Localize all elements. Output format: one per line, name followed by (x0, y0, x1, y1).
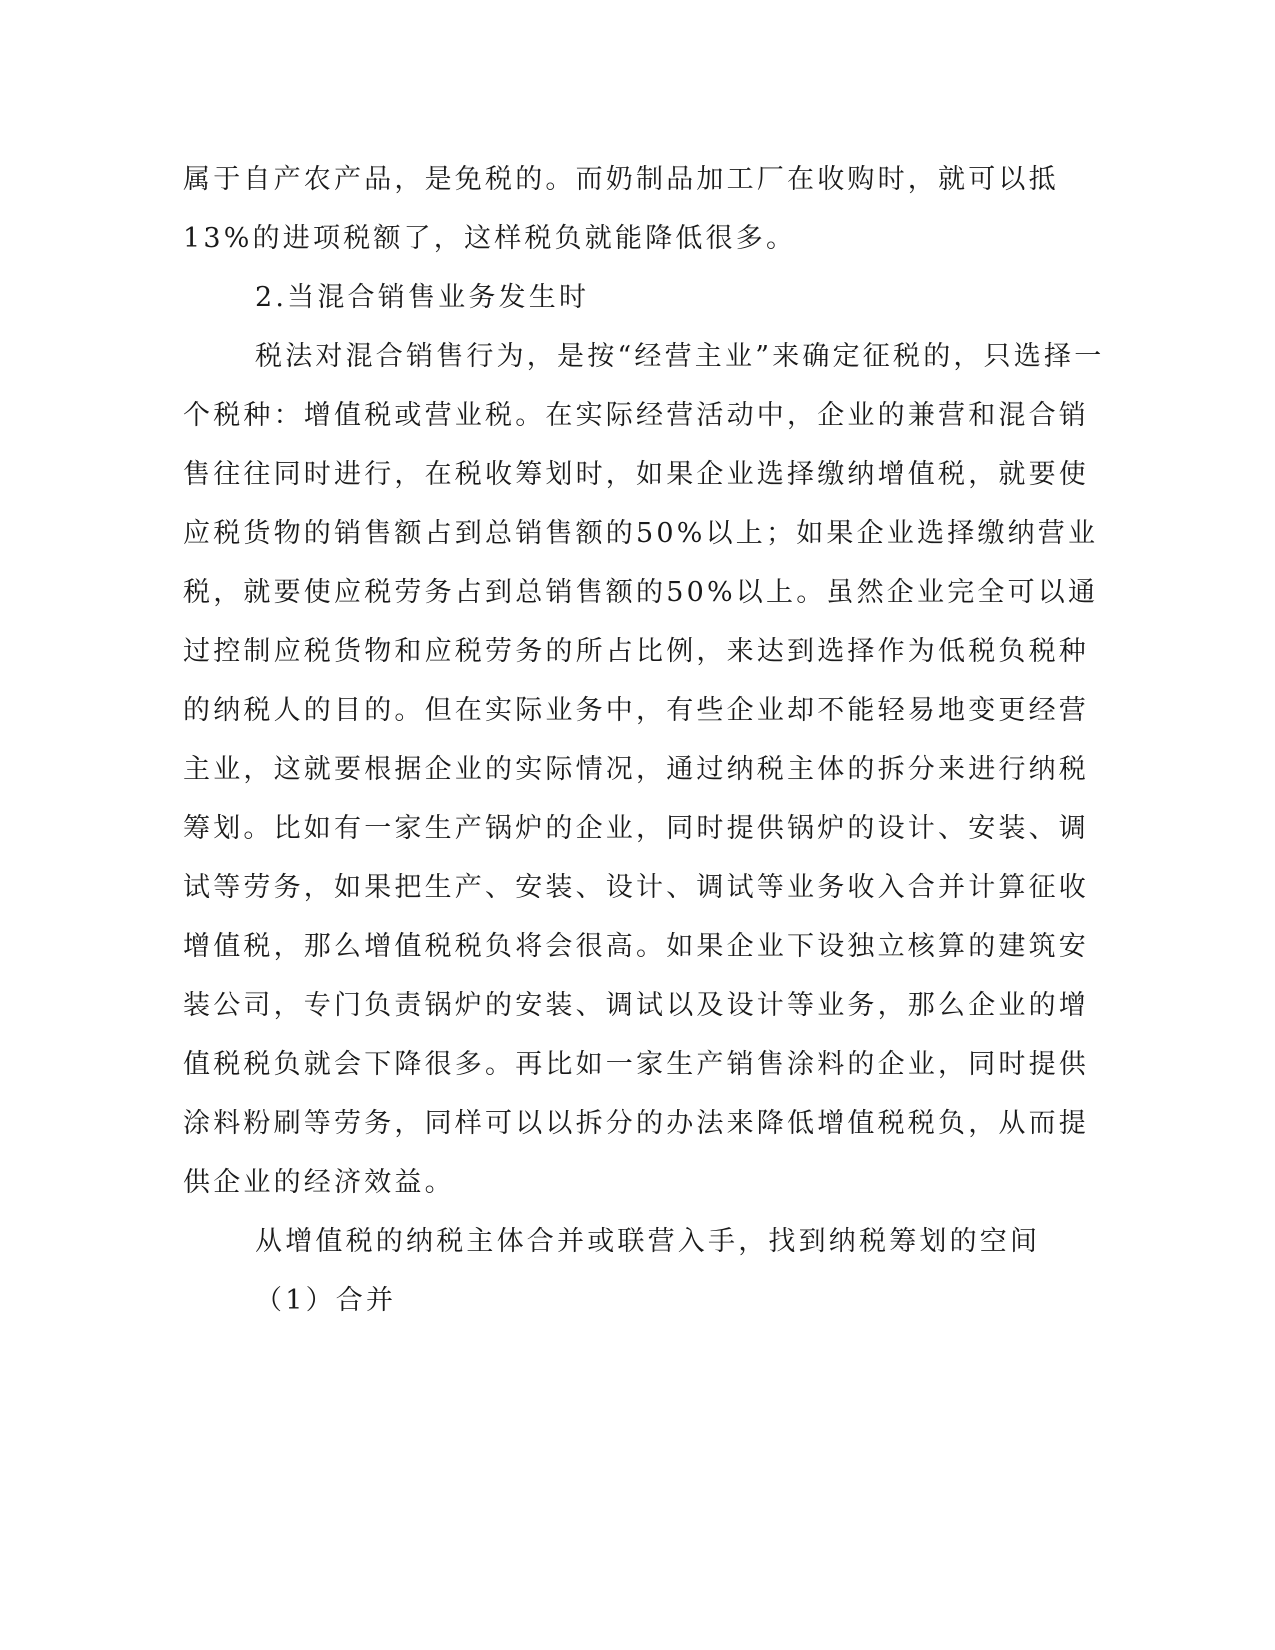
subsection-heading: （1）合并 (255, 1285, 397, 1316)
text-line: 主业，这就要根据企业的实际情况，通过纳税主体的拆分来进行纳税 (183, 754, 1089, 785)
text-line: 增值税，那么增值税税负将会很高。如果企业下设独立核算的建筑安 (183, 931, 1089, 962)
text-line: 税，就要使应税劳务占到总销售额的50%以上。虽然企业完全可以通 (183, 577, 1099, 608)
text-line: 个税种：增值税或营业税。在实际经营活动中，企业的兼营和混合销 (183, 400, 1089, 431)
section-heading: 从增值税的纳税主体合并或联营入手，找到纳税筹划的空间 (255, 1226, 1041, 1257)
text-line: 试等劳务，如果把生产、安装、设计、调试等业务收入合并计算征收 (183, 872, 1089, 903)
text-line: 过控制应税货物和应税劳务的所占比例，来达到选择作为低税负税种 (183, 636, 1089, 667)
text-line: 售往往同时进行，在税收筹划时，如果企业选择缴纳增值税，就要使 (183, 459, 1089, 490)
text-line: 应税货物的销售额占到总销售额的50%以上；如果企业选择缴纳营业 (183, 518, 1099, 549)
text-line: 税法对混合销售行为，是按“经营主业”来确定征税的，只选择一 (255, 341, 1105, 372)
text-line: 供企业的经济效益。 (183, 1167, 455, 1198)
text-line: 值税税负就会下降很多。再比如一家生产销售涂料的企业，同时提供 (183, 1049, 1089, 1080)
text-line: 的纳税人的目的。但在实际业务中，有些企业却不能轻易地变更经营 (183, 695, 1089, 726)
text-line: 筹划。比如有一家生产锅炉的企业，同时提供锅炉的设计、安装、调 (183, 813, 1089, 844)
text-line: 装公司，专门负责锅炉的安装、调试以及设计等业务，那么企业的增 (183, 990, 1089, 1021)
text-line: 属于自产农产品，是免税的。而奶制品加工厂在收购时，就可以抵 (183, 164, 1059, 195)
section-heading: 2.当混合销售业务发生时 (255, 282, 590, 313)
text-line: 13%的进项税额了，这样税负就能降低很多。 (183, 223, 797, 254)
text-line: 涂料粉刷等劳务，同样可以以拆分的办法来降低增值税税负，从而提 (183, 1108, 1089, 1139)
